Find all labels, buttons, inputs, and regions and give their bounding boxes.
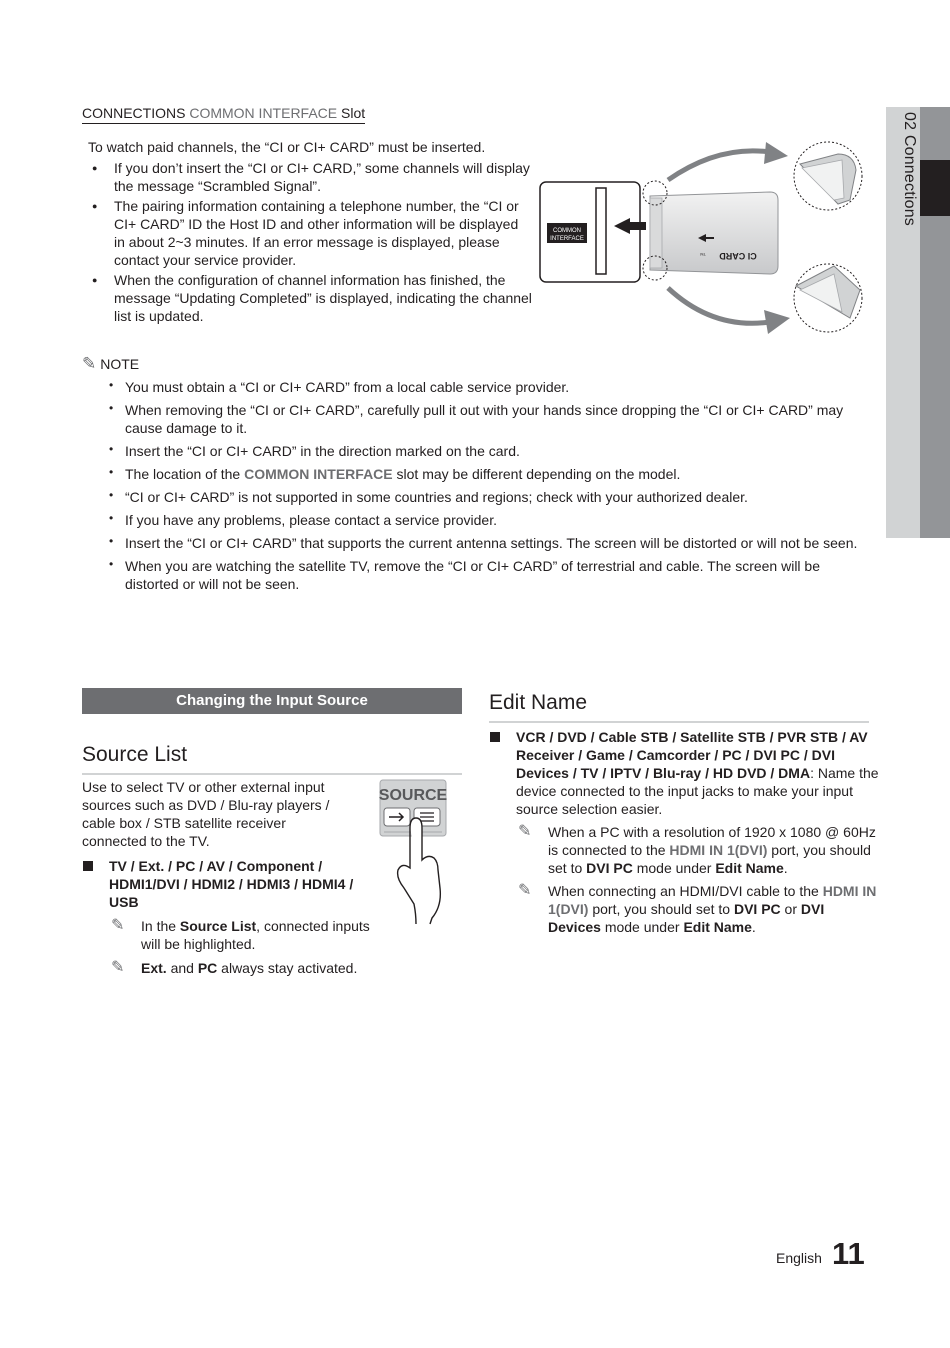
card-label-tm: TM bbox=[700, 252, 706, 257]
ci-card bbox=[650, 192, 778, 274]
note-port: HDMI IN 1(DVI) bbox=[548, 883, 877, 917]
curve-arrow-down-head-icon bbox=[764, 310, 790, 334]
edit-name-body bbox=[489, 728, 879, 936]
heading-prefix: CONNECTIONS bbox=[82, 105, 190, 121]
pencil-memo-icon: ✎ bbox=[111, 917, 125, 934]
edit-name-title: Edit Name bbox=[489, 691, 869, 723]
note-heading bbox=[82, 354, 139, 374]
note-location-prefix: The location of the bbox=[125, 466, 245, 482]
note-item: • You must obtain a “CI or CI+ CARD” from a local cable service provider. bbox=[82, 378, 872, 396]
port-label-line1: COMMON bbox=[553, 228, 581, 234]
note-mode: DVI PC bbox=[733, 901, 781, 917]
curve-arrow-up bbox=[668, 151, 770, 180]
note-text: or bbox=[780, 901, 801, 917]
slot-opening bbox=[596, 188, 606, 274]
note-location-highlight: COMMON INTERFACE bbox=[244, 466, 393, 482]
pencil-memo-icon: ✎ bbox=[518, 823, 532, 840]
note-text: always stay activated. bbox=[217, 960, 358, 976]
pencil-memo-icon: ✎ bbox=[111, 959, 125, 976]
note-text: mode under bbox=[632, 860, 716, 876]
port-label-line2: INTERFACE bbox=[550, 236, 584, 242]
note-text: . bbox=[751, 919, 756, 935]
source-note-2 bbox=[109, 959, 372, 977]
source-list-description: Use to select TV or other external input sources such as DVD / Blu-ray players / cable box / STB satellite receiver connected to the TV. bbox=[82, 779, 330, 849]
ci-card-diagram bbox=[538, 140, 870, 340]
note-text: . bbox=[783, 860, 788, 876]
note-text: mode under bbox=[600, 919, 684, 935]
source-button-illustration bbox=[376, 778, 458, 926]
edit-name-devices bbox=[489, 728, 879, 818]
note-item: • If you have any problems, please contact a service provider. bbox=[82, 511, 872, 529]
pencil-memo-icon: ✎ bbox=[518, 882, 532, 899]
source-button-label: SOURCE bbox=[378, 787, 448, 804]
note-item: • “CI or CI+ CARD” is not supported in some countries and regions; check with your authorized dealer. bbox=[82, 488, 872, 506]
source-options: TV / Ext. / PC / AV / Component / HDMI1/DVI / HDMI2 / HDMI3 / HDMI4 / USB bbox=[82, 857, 372, 911]
note-port: HDMI IN 1(DVI) bbox=[669, 842, 768, 858]
note-mode: DVI PC bbox=[586, 860, 633, 876]
heading-highlight: COMMON INTERFACE bbox=[189, 105, 338, 121]
ci-bullet: ● If you don’t insert the “CI or CI+ CARD,” some channels will display the message “Scrambled Signal”. bbox=[82, 159, 532, 195]
chapter-tab-marker bbox=[920, 160, 950, 216]
devices-colon: : bbox=[810, 765, 814, 781]
note-text: port, you should set to bbox=[548, 842, 871, 876]
heading-suffix: Slot bbox=[337, 105, 366, 121]
ci-section-heading bbox=[82, 105, 365, 124]
note-item-location bbox=[82, 465, 872, 483]
ci-bullet: ● When the configuration of channel information has finished, the message “Updating Completed” is displayed, indicating the channel list is updated. bbox=[82, 271, 532, 325]
note-list bbox=[82, 378, 872, 598]
note-text: In the bbox=[141, 918, 180, 934]
note-bold: PC bbox=[197, 960, 218, 976]
note-mode: DVI Devices bbox=[548, 901, 825, 935]
note-title: NOTE bbox=[100, 356, 140, 372]
note-item: • Insert the “CI or CI+ CARD” in the direction marked on the card. bbox=[82, 442, 872, 460]
note-text: port, you should set to bbox=[588, 901, 734, 917]
source-list-title: Source List bbox=[82, 743, 462, 775]
note-item: • When you are watching the satellite TV, remove the “CI or CI+ CARD” of terrestrial and cable. The screen will be distorted or will not be seen. bbox=[82, 557, 872, 593]
card-label: CI CARD bbox=[719, 251, 757, 261]
note-menu: Edit Name bbox=[715, 860, 784, 876]
note-item: • When removing the “CI or CI+ CARD”, carefully pull it out with your hands since dropping the “CI or CI+ CARD” may cause damage to it. bbox=[82, 401, 872, 437]
footer-language: English bbox=[776, 1250, 822, 1266]
curve-arrow-down bbox=[668, 288, 770, 323]
edit-name-description: Name the device connected to the input jacks to make your input source selection easier. bbox=[516, 765, 879, 817]
edit-name-note-2 bbox=[516, 882, 879, 936]
note-text: When connecting an HDMI/DVI cable to the bbox=[548, 883, 823, 899]
source-list-items bbox=[82, 857, 372, 977]
ci-intro-text: To watch paid channels, the “CI or CI+ CARD” must be inserted. bbox=[88, 139, 486, 155]
section-banner: Changing the Input Source bbox=[82, 688, 462, 714]
curve-arrow-up-head-icon bbox=[764, 142, 788, 164]
source-note-1 bbox=[109, 917, 372, 953]
edit-name-note-1 bbox=[516, 823, 879, 877]
page-number: 11 bbox=[832, 1236, 865, 1271]
note-text: When a PC with a resolution of 1920 x 1080 @ 60Hz is connected to the bbox=[548, 824, 876, 858]
devices-list: VCR / DVD / Cable STB / Satellite STB / PVR STB / AV Receiver / Game / Camcorder / PC / DVI PC / DVI Devices / TV / IPTV / Blu-ray / HD DVD / DMA bbox=[516, 729, 868, 781]
note-bold: Source List bbox=[179, 918, 257, 934]
note-bold: Ext. bbox=[141, 960, 167, 976]
chapter-tab-label: 02 Connections bbox=[901, 112, 918, 226]
note-text: and bbox=[166, 960, 198, 976]
note-item: • Insert the “CI or CI+ CARD” that supports the current antenna settings. The screen will be distorted or will not be seen. bbox=[82, 534, 872, 552]
note-location-suffix: slot may be different depending on the model. bbox=[392, 466, 681, 482]
ci-bullet-list bbox=[82, 159, 532, 327]
note-menu: Edit Name bbox=[683, 919, 752, 935]
note-text: , connected inputs will be highlighted. bbox=[141, 918, 370, 952]
ci-bullet: ● The pairing information containing a telephone number, the “CI or CI+ CARD” ID the Host ID and other information will be displayed in about 2~3 minutes. If an error message is displayed, please contact your service provider. bbox=[82, 197, 532, 269]
pencil-memo-icon: ✎ bbox=[82, 354, 97, 373]
